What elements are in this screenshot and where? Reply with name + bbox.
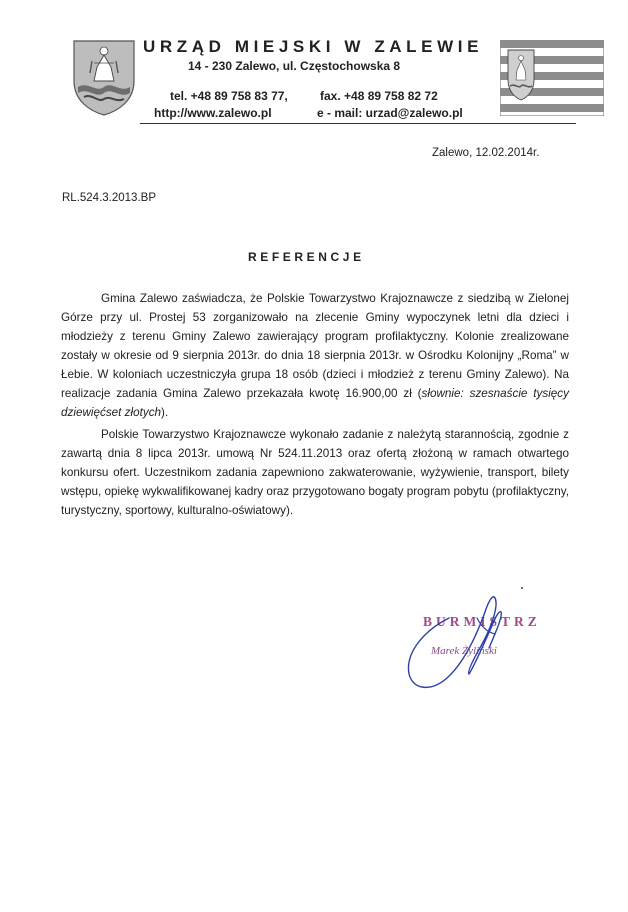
paragraph-1-text: Gmina Zalewo zaświadcza, że Polskie Towarzystwo Krajoznawcze z siedzibą w Zielonej Górze przy ul. Prostej 53 zorganizowało na zlecenie Gminy wypoczynek letni dla dzieci i młodzieży z terenu Gminy Zalewo zawierający program profilaktyczny. Kolonie zrealizowane zostały w okresie od 9 sierpnia 2013r. do dnia 18 sierpnia 2013r. w Ośrodku Kolonijny „Roma” w Łebie. W koloniach uczestniczyła grupa 18 osób (dzieci i młodzież z terenu Gminy Zalewo). Na realizacje zadania Gmina Zalewo przekazała kwotę 16.900,00 zł ( (61, 292, 569, 400)
handwritten-signature (395, 588, 525, 698)
letterhead-divider (140, 123, 576, 124)
office-phone: tel. +48 89 758 83 77, (170, 89, 288, 103)
signatory-title-stamp: BURMISTRZ (423, 614, 541, 629)
paragraph-2: Polskie Towarzystwo Krajoznawcze wykonało zadanie z należytą starannością, zgodnie z zawartą dnia 8 lipca 2013r. umową Nr 524.11.2013 oraz ofertą złożoną w ramach otwartego konkursu ofert. Uczestnikom zadania zapewniono zakwaterowanie, wyżywienie, transport, bilety wstępu, opiekę wykwalifikowanej kadry oraz przygotowano bogaty program pobytu (profilaktyczny, turystyczny, sportowy, kulturalno-oświatowy). (61, 428, 569, 517)
coat-of-arms-icon (70, 37, 138, 117)
office-website: http://www.zalewo.pl (154, 106, 272, 120)
office-name: URZĄD MIEJSKI W ZALEWIE (143, 37, 484, 56)
office-address: 14 - 230 Zalewo, ul. Częstochowska 8 (188, 59, 401, 73)
signatory-name-stamp: Marek Żyliński (431, 645, 497, 657)
letter-subject: REFERENCJE (248, 250, 365, 264)
office-fax: fax. +48 89 758 82 72 (320, 89, 438, 103)
paragraph-1-end: ). (161, 406, 169, 419)
amount-in-words: słownie: szesnaście tysięcy dziewięćset złotych (61, 387, 569, 419)
flag-icon (500, 40, 604, 116)
office-email: e - mail: urzad@zalewo.pl (317, 106, 463, 120)
letter-body (61, 289, 569, 520)
reference-number: RL.524.3.2013.BP (62, 192, 156, 204)
paragraph-1 (61, 289, 569, 422)
letter-date: Zalewo, 12.02.2014r. (432, 147, 540, 159)
